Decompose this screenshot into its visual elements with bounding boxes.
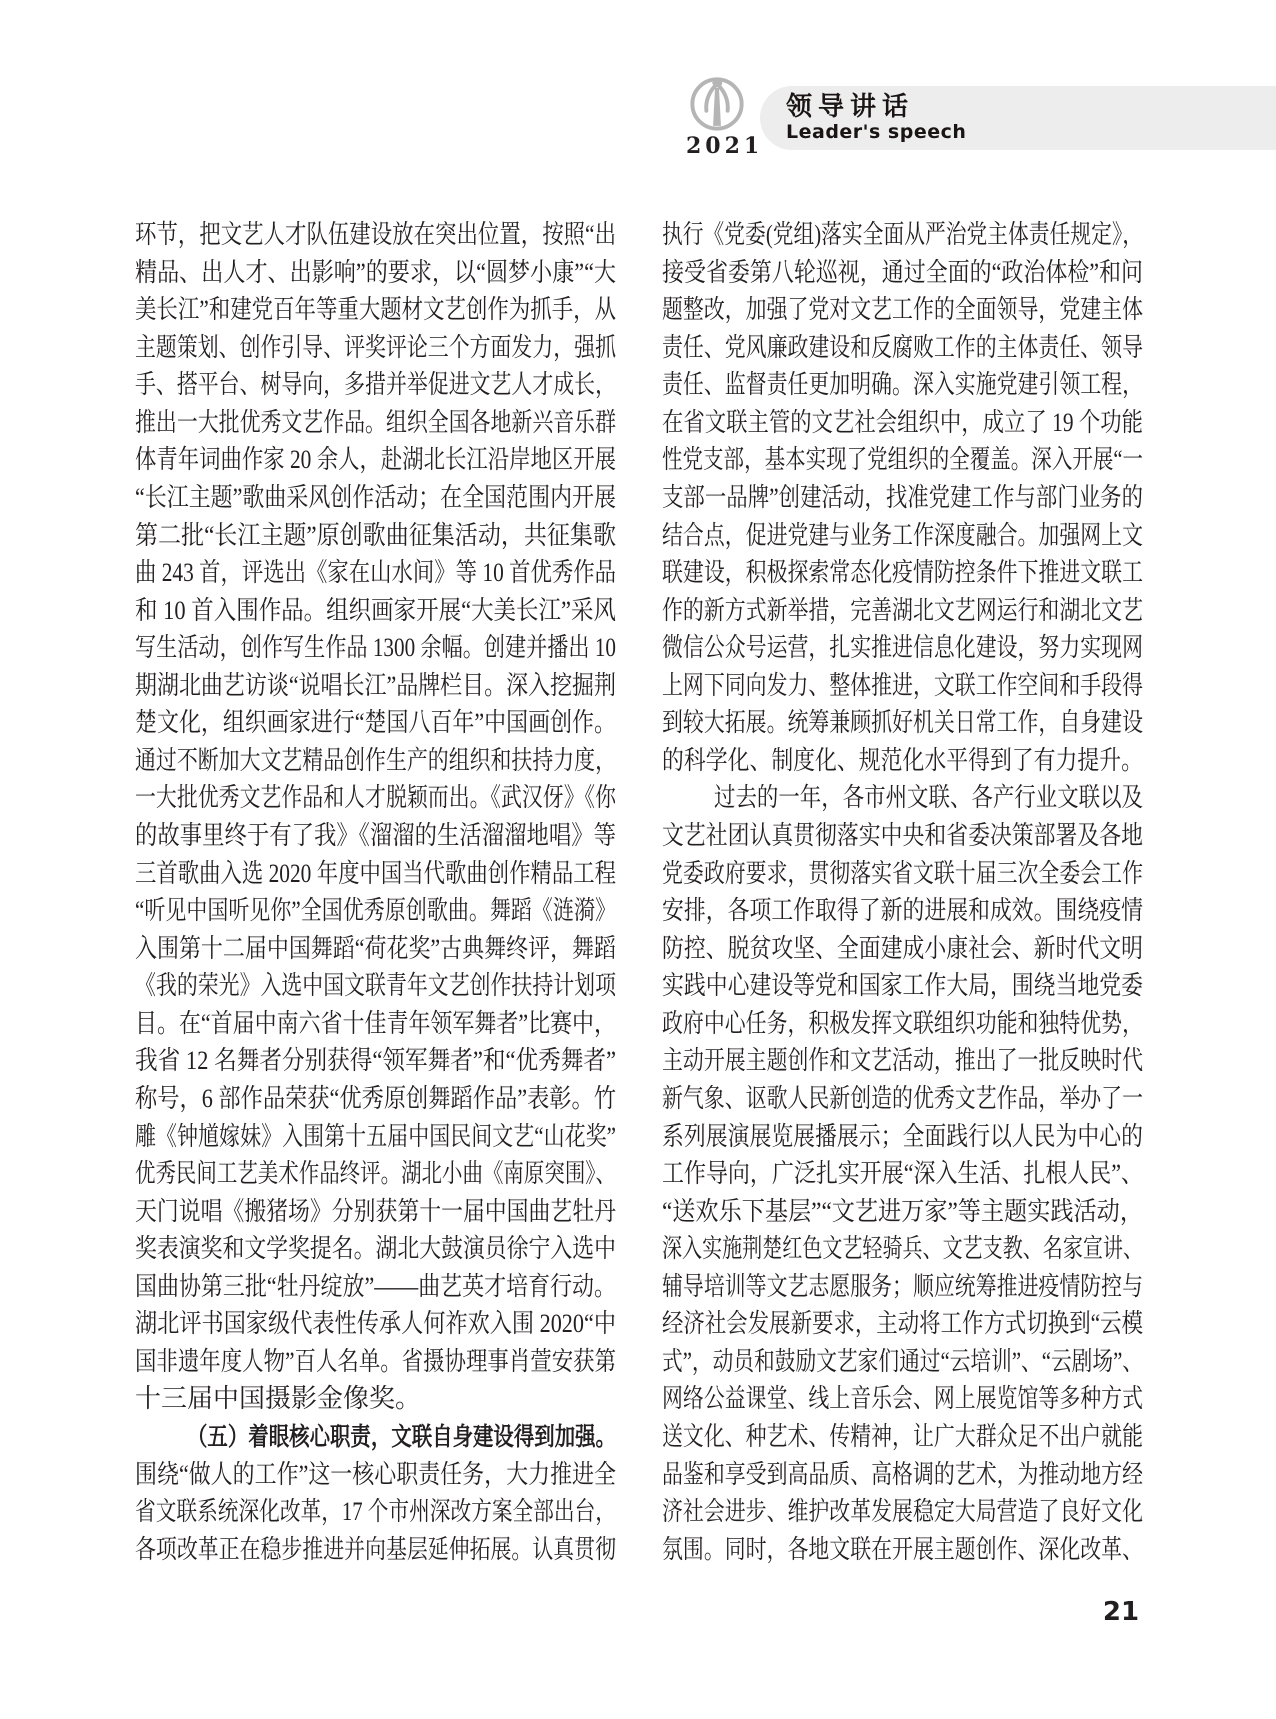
text-line-content: 支部一品牌”创建活动，找准党建工作与部门业务的 <box>662 482 1143 512</box>
text-line <box>662 1343 1143 1381</box>
text-line <box>662 1005 1143 1043</box>
text-line-content: 联建设，积极探索常态化疫情防控条件下推进文联工 <box>662 558 1143 588</box>
text-line <box>662 554 1143 592</box>
text-line-content: 主题策划、创作引导、评奖评论三个方面发力，强抓 <box>135 332 616 362</box>
text-line-content: 过去的一年，各市州文联、各产行业文联以及 <box>714 783 1143 813</box>
text-line-content: 接受省委第八轮巡视，通过全面的“政治体检”和问 <box>662 257 1143 287</box>
text-line-content: “送欢乐下基层”“文艺进万家”等主题实践活动， <box>662 1196 1143 1226</box>
text-line-content: 性党支部，基本实现了党组织的全覆盖。深入开展“一 <box>662 445 1143 475</box>
text-line <box>662 517 1143 555</box>
text-line <box>662 1418 1143 1456</box>
section-badge <box>760 86 1276 150</box>
text-line <box>135 892 616 930</box>
page-number: 21 <box>1102 1597 1140 1627</box>
text-line <box>135 554 616 592</box>
text-line <box>135 967 616 1005</box>
text-line-content: 工作导向，广泛扎实开展“深入生活、扎根人民”、 <box>662 1159 1143 1189</box>
text-line-content: 氛围。同时，各地文联在开展主题创作、深化改革、 <box>662 1534 1143 1564</box>
text-line-content: 题整改，加强了党对文艺工作的全面领导，党建主体 <box>662 295 1143 325</box>
text-line-content: 政府中心任务，积极发挥文联组织功能和独特优势， <box>662 1008 1143 1038</box>
text-line-content: “长江主题”歌曲采风创作活动；在全国范围内开展 <box>135 482 616 512</box>
text-line-content: 一大批优秀文艺作品和人才脱颖而出。《武汉伢》《你 <box>135 783 616 813</box>
text-line <box>662 1531 1143 1569</box>
text-line-content: 微信公众号运营，扎实推进信息化建设，努力实现网 <box>662 633 1143 663</box>
text-line <box>662 855 1143 893</box>
text-line-content: 手、搭平台、树导向，多措并举促进文艺人才成长， <box>135 370 616 400</box>
text-line <box>662 1230 1143 1268</box>
text-line-content: 结合点，促进党建与业务工作深度融合。加强网上文 <box>662 520 1143 550</box>
text-line <box>662 1080 1143 1118</box>
text-line-content: 楚文化，组织画家进行“楚国八百年”中国画创作。 <box>135 708 616 738</box>
text-line-content: 实践中心建设等党和国家工作大局，围绕当地党委 <box>662 971 1143 1001</box>
text-line-content: 送文化、种艺术、传精神，让广大群众足不出户就能 <box>662 1422 1143 1451</box>
text-line-content: 安排，各项工作取得了新的进展和成效。围绕疫情 <box>662 896 1143 926</box>
text-line-content: 济社会进步、维护改革发展稳定大局营造了良好文化 <box>662 1497 1143 1527</box>
text-line <box>662 704 1143 742</box>
text-line <box>662 930 1143 968</box>
text-line-content: 党委政府要求，贯彻落实省文联十届三次全委会工作 <box>662 858 1143 888</box>
text-line <box>662 1042 1143 1080</box>
text-line-content: 作的新方式新举措，完善湖北文艺网运行和湖北文艺 <box>662 595 1143 625</box>
text-line <box>662 892 1143 930</box>
text-line <box>662 216 1143 254</box>
text-line <box>662 667 1143 705</box>
text-line-content: 到较大拓展。统筹兼顾抓好机关日常工作，自身建设 <box>662 708 1143 738</box>
text-line <box>662 1268 1143 1306</box>
text-line <box>135 704 616 742</box>
text-line-content: 优秀民间工艺美术作品终评。湖北小曲《南原突围》、 <box>135 1159 616 1189</box>
text-line <box>135 1155 616 1193</box>
text-line <box>135 855 616 893</box>
text-line-content: （五）着眼核心职责，文联自身建设得到加强。 <box>187 1422 616 1451</box>
text-line <box>662 817 1143 855</box>
text-line-content: 责任、监督责任更加明确。深入实施党建引领工程， <box>662 370 1143 400</box>
text-line <box>662 1193 1143 1231</box>
text-line-content: 曲 243 首，评选出《家在山水间》等 10 首优秀作品 <box>135 558 616 588</box>
section-title-en: Leader's speech <box>786 121 967 143</box>
text-line <box>135 1230 616 1268</box>
text-line-content: 的科学化、制度化、规范化水平得到了有力提升。 <box>662 745 1143 775</box>
text-line <box>662 366 1143 404</box>
text-line-content: 十三届中国摄影金像奖。 <box>135 1384 422 1414</box>
text-line-content: 入围第十二届中国舞蹈“荷花奖”古典舞终评，舞蹈 <box>135 933 616 963</box>
text-line <box>662 329 1143 367</box>
text-line-content: 责任、党风廉政建设和反腐败工作的主体责任、领导 <box>662 332 1143 362</box>
text-line-content: 美长江”和建党百年等重大题材文艺创作为抓手，从 <box>135 295 616 325</box>
text-line-content: 各项改革正在稳步推进并向基层延伸拓展。认真贯彻 <box>135 1534 616 1564</box>
text-line <box>135 817 616 855</box>
text-line <box>135 1042 616 1080</box>
text-line-content: 的故事里终于有了我》《溜溜的生活溜溜地唱》等 <box>135 821 616 850</box>
text-line-content: 奖表演奖和文学奖提名。湖北大鼓演员徐宁入选中 <box>135 1234 616 1264</box>
text-line <box>135 291 616 329</box>
text-line <box>135 441 616 479</box>
text-line-content: 品鉴和享受到高品质、高格调的艺术，为推动地方经 <box>662 1459 1143 1489</box>
text-line <box>135 517 616 555</box>
text-line-content: 式”，动员和鼓励文艺家们通过“云培训”、“云剧场”、 <box>662 1346 1143 1376</box>
text-line <box>662 404 1143 442</box>
text-line <box>135 1118 616 1156</box>
text-line <box>135 404 616 442</box>
text-line <box>135 1343 616 1381</box>
text-line <box>662 479 1143 517</box>
text-line <box>135 629 616 667</box>
text-line <box>135 592 616 630</box>
text-line-content: 称号，6 部作品荣获“优秀原创舞蹈作品”表彰。竹 <box>135 1083 616 1113</box>
text-line-content: 体青年词曲作家 20 余人，赴湖北长江沿岸地区开展 <box>135 445 616 475</box>
text-line <box>135 1268 616 1306</box>
text-line <box>662 592 1143 630</box>
text-line <box>662 779 1143 817</box>
text-line-content: 环节，把文艺人才队伍建设放在突出位置，按照“出 <box>135 220 616 249</box>
federation-emblem-icon <box>689 76 745 132</box>
text-line-content: 期湖北曲艺访谈“说唱长江”品牌栏目。深入挖掘荆 <box>135 670 616 700</box>
text-line <box>135 479 616 517</box>
text-line-content: 网络公益课堂、线上音乐会、网上展览馆等多种方式 <box>662 1384 1143 1414</box>
text-line-content: 辅导培训等文艺志愿服务；顺应统筹推进疫情防控与 <box>662 1271 1143 1301</box>
text-line <box>135 1418 616 1456</box>
text-line-content: “听见中国听见你”全国优秀原创歌曲。舞蹈《涟漪》 <box>135 896 616 926</box>
text-line-content: 经济社会发展新要求，主动将工作方式切换到“云模 <box>662 1309 1143 1339</box>
text-line-content: 深入实施荆楚红色文艺轻骑兵、文艺支教、名家宣讲、 <box>662 1234 1143 1264</box>
text-line-content: 和 10 首入围作品。组织画家开展“大美长江”采风 <box>135 595 616 625</box>
text-line-content: 精品、出人才、出影响”的要求，以“圆梦小康”“大 <box>135 257 616 287</box>
left-column <box>135 216 616 1568</box>
text-line <box>662 291 1143 329</box>
logo-year: 2021 <box>686 133 764 159</box>
text-line-content: 三首歌曲入选 2020 年度中国当代歌曲创作精品工程 <box>135 858 616 888</box>
text-line <box>662 629 1143 667</box>
text-line-content: 我省 12 名舞者分别获得“领军舞者”和“优秀舞者” <box>135 1046 616 1076</box>
text-line <box>135 667 616 705</box>
text-line <box>662 1118 1143 1156</box>
text-line <box>135 329 616 367</box>
text-line <box>662 1155 1143 1193</box>
text-line-content: 国非遗年度人物”百人名单。省摄协理事肖萱安获第 <box>135 1346 616 1376</box>
text-line-content: 第二批“长江主题”原创歌曲征集活动，共征集歌 <box>135 520 616 550</box>
right-column <box>662 216 1143 1568</box>
text-line-content: 系列展演展览展播展示；全面践行以人民为中心的 <box>662 1121 1143 1151</box>
text-line-content: 文艺社团认真贯彻落实中央和省委决策部署及各地 <box>662 821 1143 850</box>
article-body <box>135 216 1143 1568</box>
publisher-logo <box>686 76 764 159</box>
text-line <box>135 1005 616 1043</box>
text-line <box>135 779 616 817</box>
text-line-content: 新气象、讴歌人民新创造的优秀文艺作品，举办了一 <box>662 1083 1143 1113</box>
text-line-content: 湖北评书国家级代表性传承人何祚欢入围 2020“中 <box>135 1309 616 1339</box>
text-line-content: 目。在“首届中南六省十佳青年领军舞者”比赛中， <box>135 1008 616 1038</box>
text-line <box>135 1493 616 1531</box>
text-line-content: 写生活动，创作写生作品 1300 余幅。创建并播出 10 <box>135 633 616 663</box>
text-line <box>135 930 616 968</box>
text-line-content: 在省文联主管的文艺社会组织中，成立了 19 个功能 <box>662 407 1143 437</box>
text-line-content: 推出一大批优秀文艺作品。组织全国各地新兴音乐群 <box>135 407 616 437</box>
text-line-content: 上网下同向发力、整体推进，文联工作空间和手段得 <box>662 670 1143 700</box>
text-line <box>135 1193 616 1231</box>
text-line-content: 天门说唱《搬猪场》分别获第十一届中国曲艺牡丹 <box>135 1196 616 1226</box>
text-line <box>662 1305 1143 1343</box>
text-line <box>662 1493 1143 1531</box>
text-line <box>135 1380 616 1418</box>
section-title-cn: 领导讲话 <box>786 92 915 122</box>
text-line-content: 省文联系统深化改革，17 个市州深改方案全部出台， <box>135 1497 616 1527</box>
text-line <box>135 366 616 404</box>
text-line-content: 主动开展主题创作和文艺活动，推出了一批反映时代 <box>662 1046 1143 1076</box>
text-line <box>135 1531 616 1569</box>
text-line <box>662 742 1143 780</box>
text-line <box>662 441 1143 479</box>
text-line-content: 通过不断加大文艺精品创作生产的组织和扶持力度， <box>135 745 616 775</box>
text-line <box>135 742 616 780</box>
text-line-content: 围绕“做人的工作”这一核心职责任务，大力推进全 <box>135 1459 616 1489</box>
text-line-content: 防控、脱贫攻坚、全面建成小康社会、新时代文明 <box>662 933 1143 963</box>
text-line <box>135 216 616 254</box>
text-line <box>662 967 1143 1005</box>
text-line <box>135 1080 616 1118</box>
text-line <box>135 1456 616 1494</box>
text-line-content: 雕《钟馗嫁妹》入围第十五届中国民间文艺“山花奖” <box>135 1121 616 1151</box>
text-line-content: 《我的荣光》入选中国文联青年文艺创作扶持计划项 <box>135 971 616 1001</box>
text-line-content: 国曲协第三批“牡丹绽放”——曲艺英才培育行动。 <box>135 1271 616 1301</box>
text-line <box>662 1456 1143 1494</box>
text-line <box>662 254 1143 292</box>
text-line <box>662 1380 1143 1418</box>
text-line-content: 执行《党委(党组)落实全面从严治党主体责任规定》， <box>662 220 1143 249</box>
text-line <box>135 254 616 292</box>
text-line <box>135 1305 616 1343</box>
